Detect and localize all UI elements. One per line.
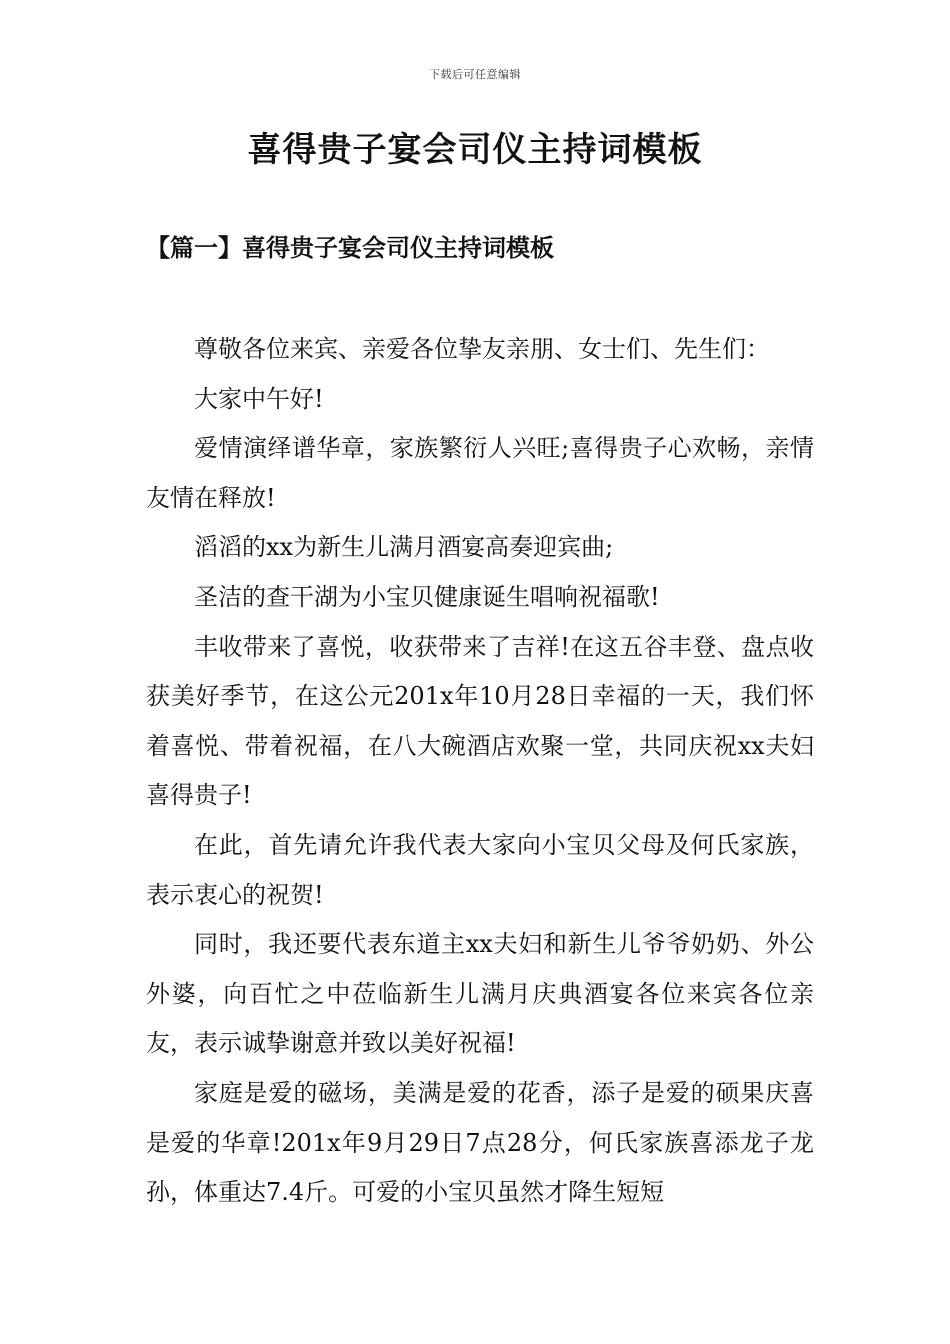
document-title: 喜得贵子宴会司仪主持词模板 xyxy=(247,130,703,170)
paragraph-hello: 大家中午好! xyxy=(194,384,324,413)
paragraph-blessing-song: 圣洁的查干湖为小宝贝健康诞生唱响祝福歌! xyxy=(194,582,660,611)
paragraph-celebration: 丰收带来了喜悦，收获带来了吉祥!在这五谷丰登、盘点收获美好季节，在这公元201x年10月28日幸福的一天，我们怀着喜悦、带着祝福，在八大碗酒店欢聚一堂，共同庆祝xx夫妇喜得贵子! xyxy=(146,632,814,810)
paragraph-greeting: 尊敬各位来宾、亲爱各位挚友亲朋、女士们、先生们： xyxy=(194,335,770,363)
paragraph-thanks: 同时，我还要代表东道主xx夫妇和新生儿爷爷奶奶、外公外婆，向百忙之中莅临新生儿满月庆典酒宴各位来宾各位亲友，表示诚挚谢意并致以美好祝福! xyxy=(146,930,814,1058)
header-note: 下载后可任意编辑 xyxy=(429,68,521,81)
paragraph-couplet: 爱情演绎谱华章，家族繁衍人兴旺;喜得贵子心欢畅，亲情友情在释放! xyxy=(146,434,814,512)
section-heading: 【篇一】喜得贵子宴会司仪主持词模板 xyxy=(146,233,554,262)
body-text xyxy=(146,325,814,1218)
paragraph-welcome-song: 滔滔的xx为新生儿满月酒宴高奏迎宾曲; xyxy=(194,533,614,562)
paragraph-family: 家庭是爱的磁场，美满是爱的花香，添子是爱的硕果庆喜是爱的华章!201x年9月29日7点28分，何氏家族喜添龙子龙孙，体重达7.4斤。可爱的小宝贝虽然才降生短短 xyxy=(146,1078,814,1207)
paragraph-congratulations: 在此，首先请允许我代表大家向小宝贝父母及何氏家族，表示衷心的祝贺! xyxy=(146,830,814,909)
